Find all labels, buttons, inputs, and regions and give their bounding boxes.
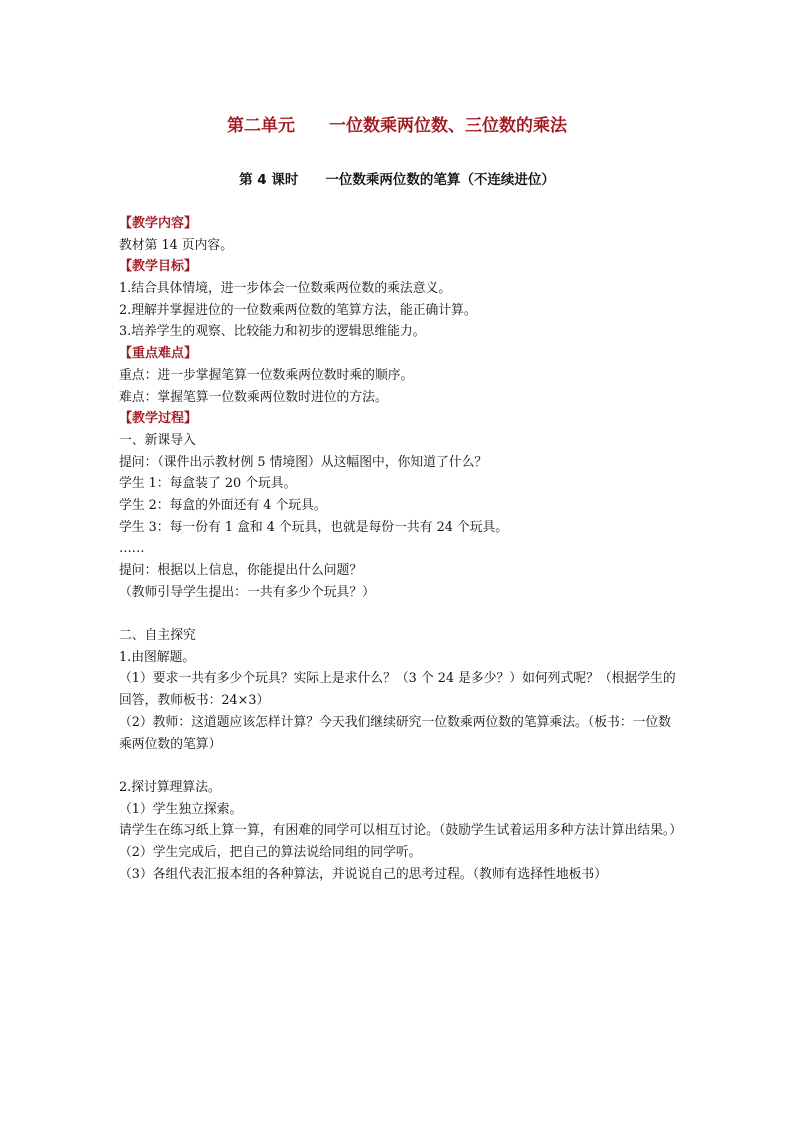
section-heading-goals: 【教学目标】	[119, 259, 198, 275]
lesson-subtitle: 第 4 课时 一位数乘两位数的笔算（不连续进位）	[239, 172, 555, 188]
lesson-body	[119, 213, 683, 885]
process-line: ……	[119, 541, 145, 557]
goal-line: 2.理解并掌握进位的一位数乘两位数的笔算方法，能正确计算。	[119, 302, 477, 318]
process-line: （1）要求一共有多少个玩具？实际上是求什么？（3 个 24 是多少？）如何列式呢？（根据学生的回答，教师板书：24×3）	[119, 671, 676, 709]
section-heading-content: 【教学内容】	[119, 216, 198, 231]
goal-line: 1.结合具体情境，进一步体会一位数乘两位数的乘法意义。	[119, 281, 452, 297]
process-line: （2）教师：这道题应该怎样计算？今天我们继续研究一位数乘两位数的笔算乘法。（板书：一位数乘两位数的笔算）	[119, 714, 672, 752]
unit-title: 第二单元 一位数乘两位数、三位数的乘法	[227, 116, 567, 136]
blank-line	[119, 755, 679, 777]
process-line: （1）学生独立探索。	[119, 801, 243, 817]
process-line: （2）学生完成后，把自己的算法说给同组的同学听。	[119, 845, 422, 861]
blank-line	[119, 603, 679, 625]
process-line: 请学生在练习纸上算一算，有困难的同学可以相互讨论。（鼓励学生试着运用多种方法计算出结果。）	[119, 823, 683, 839]
key-line: 难点：掌握笔算一位数乘两位数时进位的方法。	[119, 389, 388, 405]
process-line: 一、新课导入	[119, 432, 196, 448]
process-line: （教师引导学生提出：一共有多少个玩具？）	[119, 584, 375, 600]
process-line: 1.由图解题。	[119, 649, 196, 665]
process-line: 提问：（课件出示教材例 5 情境图）从这幅图中，你知道了什么？	[119, 454, 488, 470]
process-line: 2.探讨算理算法。	[119, 779, 221, 795]
section-heading-process: 【教学过程】	[119, 411, 198, 427]
process-line: 二、自主探究	[119, 628, 196, 644]
process-line: 学生 2：每盒的外面还有 4 个玩具。	[119, 497, 327, 513]
content-line: 教材第 14 页内容。	[119, 237, 233, 253]
section-heading-key: 【重点难点】	[119, 346, 198, 362]
process-line: 学生 3：每一份有 1 盒和 4 个玩具，也就是每份一共有 24 个玩具。	[119, 519, 509, 535]
process-line: （3）各组代表汇报本组的各种算法，并说说自己的思考过程。（教师有选择性地板书）	[119, 866, 608, 882]
goal-line: 3.培养学生的观察、比较能力和初步的逻辑思维能力。	[119, 324, 426, 340]
process-line: 学生 1：每盒装了 20 个玩具。	[119, 476, 297, 492]
process-line: 提问：根据以上信息，你能提出什么问题？	[119, 563, 363, 578]
key-line: 重点：进一步掌握笔算一位数乘两位数时乘的顺序。	[119, 367, 414, 383]
